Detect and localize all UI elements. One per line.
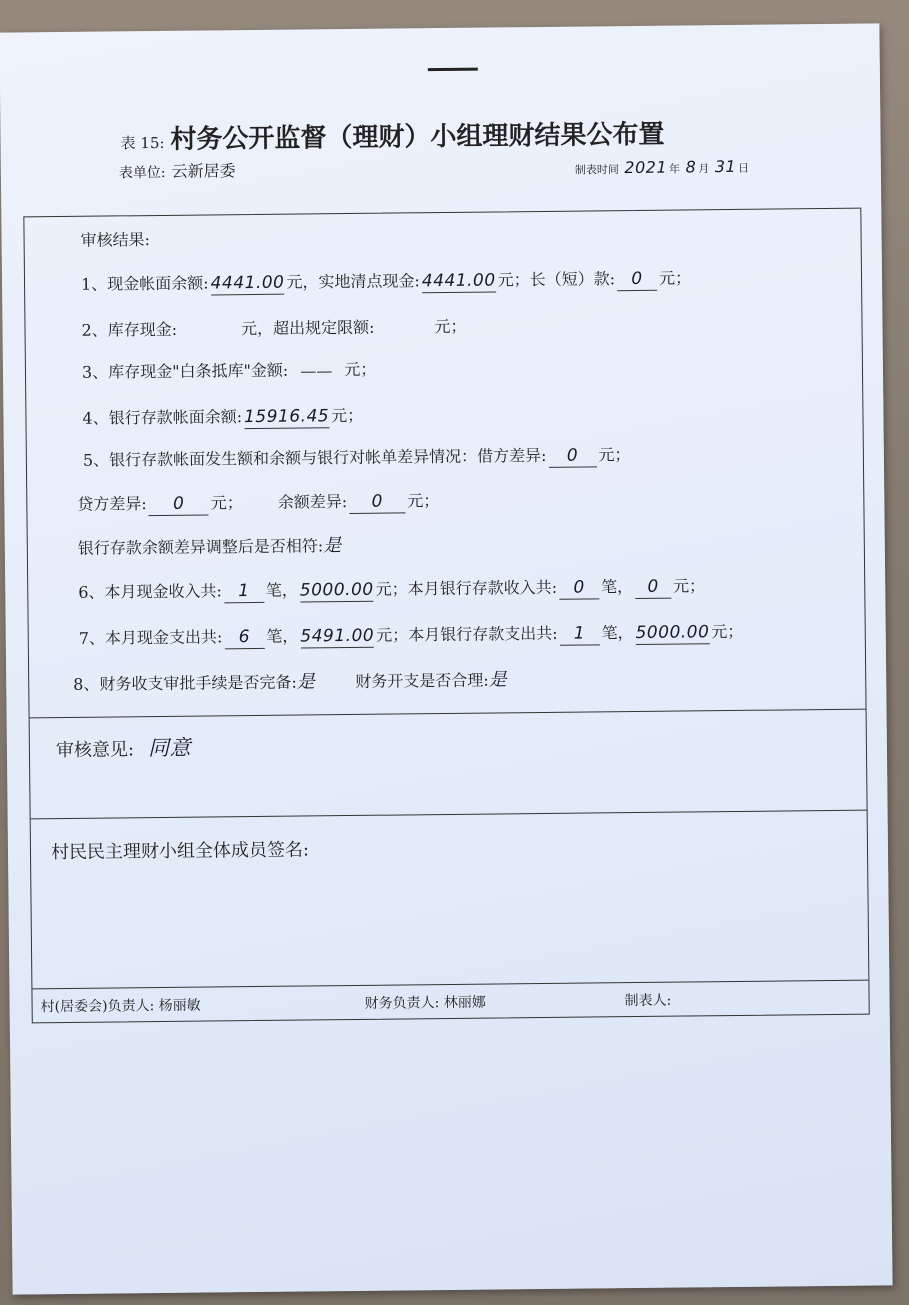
- title-text: 村务公开监督（理财）小组理财结果公布置: [170, 119, 665, 155]
- audit-line-3: [82, 358, 377, 385]
- cash-expense-count-unit: 笔，: [266, 626, 299, 646]
- credit-diff-label: 贷方差异:: [77, 494, 147, 514]
- audit-opinion-section: [30, 709, 867, 820]
- opinion-value: 同意: [147, 735, 192, 761]
- audit-line-5b: [77, 489, 439, 517]
- audit-line-4: [82, 404, 363, 431]
- head-value: 杨丽敏: [158, 997, 201, 1015]
- finance-value: 林丽娜: [443, 994, 486, 1012]
- date-year: 2021: [624, 157, 668, 178]
- cash-book-label: 1、现金帐面余额:: [80, 273, 209, 294]
- footer-head: [41, 995, 201, 1017]
- bank-income-count: 0: [559, 576, 599, 599]
- stock-cash-value: [179, 341, 239, 342]
- unit-value: 云新居委: [171, 161, 236, 181]
- cash-count-label: 元，实地清点现金:: [286, 271, 420, 292]
- bank-book-unit: 元；: [331, 405, 364, 426]
- date-day: 31: [714, 156, 737, 177]
- audit-heading: 审核结果:: [80, 230, 151, 250]
- over-limit-value: [377, 339, 433, 340]
- form-sheet: [0, 23, 893, 1294]
- date-day-unit: 日: [738, 161, 750, 175]
- bank-book-label: 4、银行存款帐面余额:: [82, 407, 243, 428]
- cash-income-count-unit: 笔，: [265, 580, 298, 600]
- audit-line-6: [78, 574, 705, 605]
- credit-diff-value: 0: [149, 492, 209, 516]
- bank-income-amount-unit: 元；: [672, 576, 706, 596]
- balance-diff-unit: 元；: [407, 491, 440, 511]
- bank-expense-count: 1: [559, 622, 599, 645]
- reasonable-value: 是: [488, 669, 508, 691]
- debit-diff-unit: 元；: [598, 445, 631, 465]
- opinion-line: [56, 732, 191, 763]
- iou-cash-unit: 元；: [344, 359, 377, 380]
- reconcile-value: 是: [323, 535, 342, 557]
- iou-cash-value: ——: [300, 361, 333, 381]
- unit-label: 表单位:: [118, 164, 166, 182]
- cash-count-value: 4441.00: [421, 270, 496, 292]
- audit-line-5: [83, 443, 631, 473]
- credit-diff-unit: 元；: [210, 493, 243, 513]
- date-line: [575, 157, 749, 178]
- reasonable-label: 财务开支是否合理:: [355, 670, 489, 691]
- cash-expense-amount: 5491.00: [300, 625, 375, 647]
- bank-expense-amount-unit: 元；: [711, 621, 744, 642]
- finance-label: 财务负责人:: [364, 995, 440, 1012]
- reconcile-label: 银行存款余额差异调整后是否相符:: [77, 536, 324, 558]
- iou-cash-label: 3、库存现金"白条抵库"金额:: [81, 360, 289, 382]
- signature-section: [31, 810, 869, 990]
- bank-income-label: 元；本月银行存款收入共:: [375, 577, 558, 599]
- date-label: 制表时间: [574, 163, 619, 177]
- debit-diff-label: 5、银行存款帐面发生额和余额与银行对帐单差异情况：借方差异:: [82, 445, 547, 470]
- cash-income-count: 1: [224, 580, 264, 603]
- cash-expense-label: 7、本月现金支出共:: [78, 627, 223, 648]
- debit-diff-value: 0: [548, 444, 596, 468]
- stock-cash-label: 2、库存现金:: [81, 319, 178, 340]
- audit-results-section: [24, 209, 865, 719]
- table-number: 表 15:: [120, 133, 165, 153]
- audit-line-8: [73, 668, 507, 697]
- signature-label: 村民民主理财小组全体成员签名:: [50, 839, 310, 864]
- audit-line-5c: [78, 534, 342, 561]
- cash-diff-unit: 元；: [658, 268, 692, 288]
- audit-line-2: [81, 315, 466, 343]
- audit-line-7: [79, 620, 744, 651]
- bank-expense-label: 元；本月银行存款支出共:: [376, 623, 558, 645]
- page-number-dash: [428, 68, 478, 72]
- approval-label: 8、财务收支审批手续是否完备:: [73, 672, 297, 694]
- balance-diff-label: 余额差异:: [277, 492, 348, 512]
- footer-finance: [364, 992, 485, 1013]
- audit-line-1: [81, 266, 691, 296]
- over-limit-label: 元，超出规定限额:: [241, 317, 375, 339]
- form-title: [120, 114, 664, 157]
- cash-diff-label: 元；长（短）款:: [497, 269, 616, 290]
- over-limit-unit: 元；: [434, 316, 467, 337]
- cash-book-value: 4441.00: [210, 272, 285, 294]
- footer-maker: [624, 990, 671, 1010]
- cash-income-label: 6、本月现金收入共:: [78, 581, 222, 602]
- date-year-unit: 年: [669, 162, 681, 176]
- bank-income-count-unit: 笔，: [600, 577, 634, 597]
- cash-diff-value: 0: [617, 268, 657, 291]
- bank-expense-amount: 5000.00: [635, 622, 710, 644]
- bank-book-value: 15916.45: [243, 406, 330, 428]
- date-month-unit: 月: [698, 162, 710, 176]
- cash-income-amount: 5000.00: [299, 579, 374, 601]
- maker-label: 制表人:: [624, 992, 672, 1010]
- balance-diff-value: 0: [349, 490, 405, 514]
- date-month: 8: [685, 157, 697, 177]
- unit-line: [119, 158, 236, 182]
- opinion-label: 审核意见:: [55, 739, 135, 762]
- head-label: 村(居委会)负责人:: [40, 998, 155, 1016]
- cash-expense-count: 6: [224, 626, 264, 649]
- form-frame: [23, 208, 869, 1024]
- approval-value: 是: [296, 671, 316, 693]
- bank-income-amount: 0: [635, 576, 671, 599]
- bank-expense-count-unit: 笔，: [601, 623, 634, 643]
